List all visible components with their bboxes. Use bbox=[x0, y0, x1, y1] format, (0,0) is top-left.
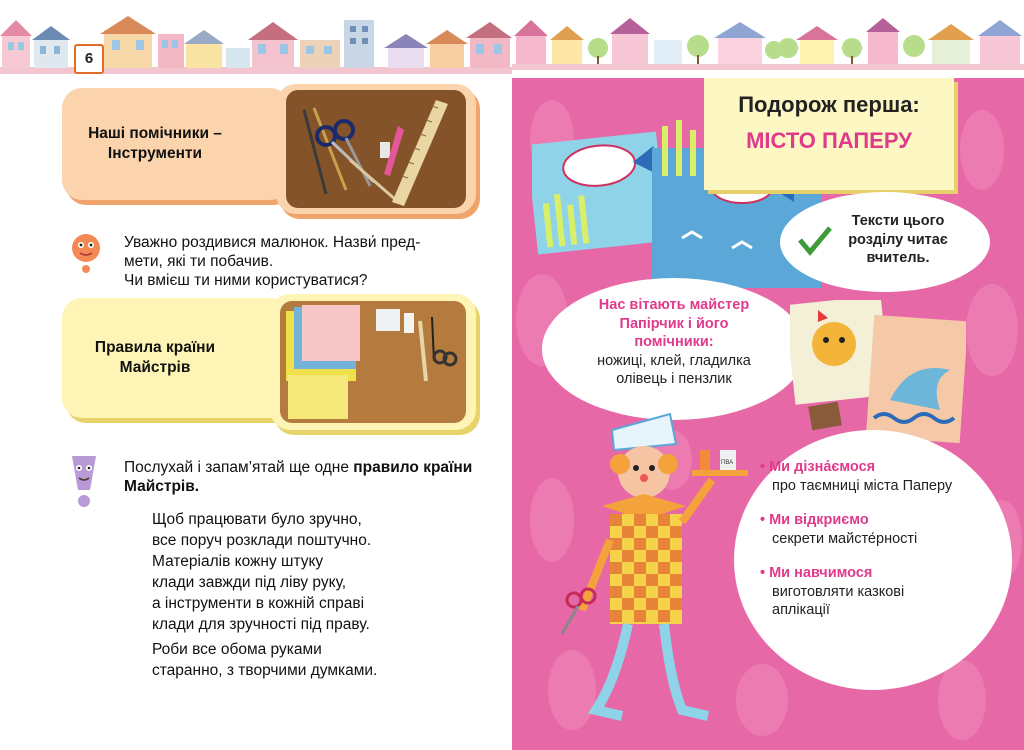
greeting-cloud bbox=[542, 278, 806, 420]
poem-line: Матеріалів кожну штуку bbox=[152, 553, 324, 570]
listen-plain: Послухай і запам’ятай ще одне bbox=[124, 459, 354, 476]
teacher-note-cloud bbox=[780, 192, 990, 292]
paper-animals-collage bbox=[790, 300, 966, 446]
goal-head: • Ми дізна́ємося bbox=[760, 459, 876, 475]
chapter-title-box bbox=[704, 78, 954, 190]
poem-line: Щоб працювати було зручно, bbox=[152, 511, 362, 528]
chapter-subtitle: МІСТО ПАПЕРУ bbox=[746, 128, 912, 153]
tools-heading-box bbox=[62, 88, 290, 200]
glue-icon bbox=[376, 309, 400, 331]
town-illustration-right bbox=[512, 12, 1024, 70]
page-number: 6 bbox=[74, 44, 104, 74]
scissors-icon bbox=[567, 593, 581, 607]
poem-line: клади для зручності під праву. bbox=[152, 616, 370, 633]
poem-ending bbox=[152, 639, 482, 681]
greeting-text bbox=[582, 296, 766, 389]
dog-icon bbox=[812, 322, 856, 366]
chapter-title: Подорож перша: bbox=[738, 92, 920, 117]
question-icon bbox=[66, 230, 106, 274]
poem-line: старанно, з творчими думками. bbox=[152, 662, 378, 679]
eraser-icon bbox=[380, 142, 390, 158]
goal-item bbox=[760, 458, 980, 495]
teacher-note: Тексти цього розділу читає вчитель. bbox=[848, 213, 948, 266]
goal-item bbox=[760, 564, 980, 620]
workspace-photo bbox=[280, 301, 466, 423]
master-paper-character bbox=[552, 410, 762, 740]
workspace-photo-frame bbox=[270, 294, 476, 430]
tools-heading: Наші помічники – Інструменти bbox=[88, 125, 222, 162]
poem-line: клади завжди під ліву руку, bbox=[152, 574, 347, 591]
poem bbox=[152, 509, 482, 635]
poem-line: а інструменти в кожній справі bbox=[152, 595, 365, 612]
paper-hat-icon bbox=[612, 414, 676, 450]
goal-head: • Ми навчимося bbox=[760, 565, 873, 581]
tools-photo bbox=[286, 90, 466, 208]
poem-line: все поруч розклади поштучно. bbox=[152, 532, 372, 549]
goals-list bbox=[760, 458, 980, 636]
right-page bbox=[512, 0, 1024, 750]
question-line: мети, які ти побачив. bbox=[124, 253, 274, 270]
listen-bold: правило країни Майстрів. bbox=[124, 459, 473, 495]
question-line: Уважно роздивися малюнок. Назви́ пред- bbox=[124, 234, 421, 251]
check-icon bbox=[798, 226, 832, 256]
question-text bbox=[124, 233, 484, 290]
goal-item bbox=[760, 511, 980, 548]
tools-photo-frame bbox=[276, 84, 476, 214]
goal-head: • Ми відкриємо bbox=[760, 512, 869, 528]
greeting-bold: Нас вітають майстер Папірчик і його помічники: bbox=[598, 297, 750, 350]
glue-label: ПВА bbox=[721, 460, 734, 466]
rules-heading: Правила країни Майстрів bbox=[94, 339, 216, 376]
exclamation-icon bbox=[64, 454, 104, 510]
goal-text: виготовляти казкові аплікації bbox=[772, 583, 905, 618]
listen-instruction bbox=[124, 458, 484, 496]
greeting-plain: ножиці, клей, гладилка олівець і пензлик bbox=[597, 352, 751, 387]
question-line: Чи вмієш ти ними користуватися? bbox=[124, 272, 368, 289]
poem-line: Роби все обома руками bbox=[152, 641, 322, 658]
rules-heading-box bbox=[62, 298, 290, 418]
goal-text: про таємниці міста Паперу bbox=[772, 477, 953, 494]
goal-text: секрети майсте́рності bbox=[772, 530, 918, 547]
